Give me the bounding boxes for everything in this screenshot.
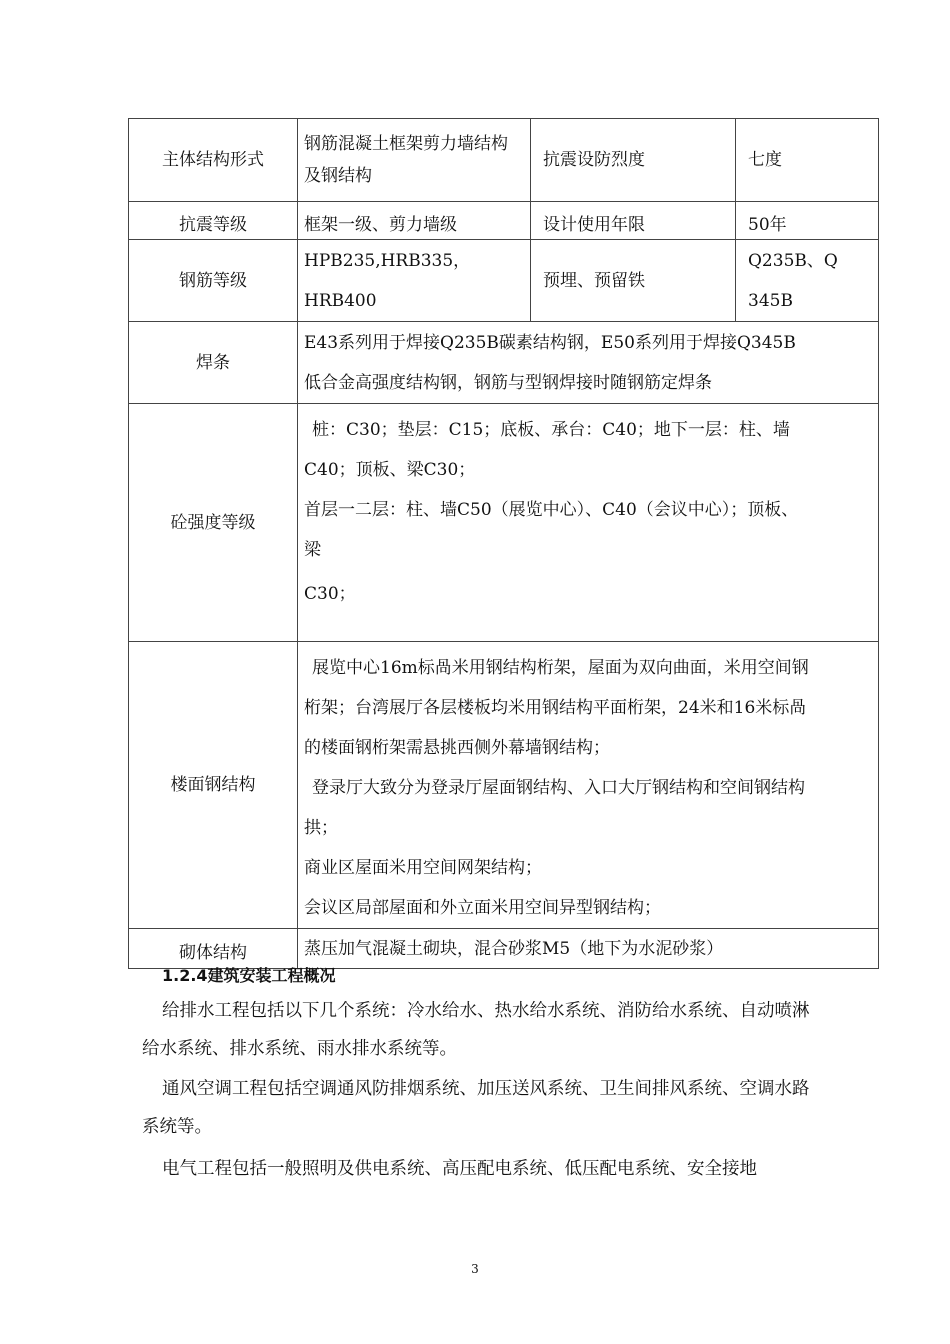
cell-line: 登录厅大致分为登录厅屋面钢结构、入口大厅钢结构和空间钢结构 [312,778,805,798]
cell-line: 会议区局部屋面和外立面米用空间异型钢结构； [304,898,661,918]
structure-spec-table [128,118,879,969]
cell-line: Q235B、Q [748,250,838,271]
cell-line: 的楼面钢桁架需悬挑西侧外幕墙钢结构； [304,738,610,758]
table-cell: 楼面钢结构 [129,642,298,929]
table-cell [736,240,879,322]
cell-line: C30； [304,584,356,604]
paragraph-line [142,1153,872,1185]
table-cell: 主体结构形式 [129,119,298,202]
paragraph-line [142,995,872,1027]
cell-line: 桁架；台湾展厅各层楼板均米用钢结构平面桁架，24米和16米标咼 [304,698,807,718]
paragraph-line: 系统等。 [142,1117,212,1137]
section-heading: 1.2.4建筑安装工程概况 [162,966,336,985]
text: 通风空调工程包括空调通风防排烟系统、加压送风系统、卫生间排风系统、空调水路 [162,1079,810,1099]
cell-line: C40；顶板、梁C30； [304,460,476,480]
paragraph-line: 给水系统、排水系统、雨水排水系统等。 [142,1039,457,1059]
table-cell: 抗震等级 [129,202,298,240]
cell-line: 商业区屋面米用空间网架结构； [304,858,542,878]
table-cell: 钢筋混凝土框架剪力墙结构及钢结构 [298,119,531,202]
table-row [129,202,879,240]
table-cell: 抗震设防烈度 [531,119,736,202]
table-cell [298,404,879,642]
cell-line: 展览中心16m标咼米用钢结构桁架，屋面为双向曲面，米用空间钢 [312,658,809,678]
cell-line: 桩：C30；垫层：C15；底板、承台：C40；地下一层：柱、墙 [312,420,790,440]
paragraph [142,1153,872,1185]
table-cell: 砌体结构 [129,929,298,969]
paragraph-line [142,1073,872,1105]
table-row [129,642,879,929]
table-row [129,322,879,404]
table-row [129,119,879,202]
table-cell: 50年 [736,202,879,240]
page-number: 3 [471,1262,479,1276]
paragraph [142,995,872,1065]
table-cell: 设计使用年限 [531,202,736,240]
table-cell [298,642,879,929]
table-cell: 预埋、预留铁 [531,240,736,322]
table-cell: 框架一级、剪力墙级 [298,202,531,240]
table-cell: 七度 [736,119,879,202]
cell-line: HRB400 [304,290,377,311]
cell-line: 345B [748,290,793,311]
table-row [129,240,879,322]
paragraph [142,1073,872,1143]
table-cell: 钢筋等级 [129,240,298,322]
table-cell [298,240,531,322]
cell-line: HPB235,HRB335， [304,250,471,271]
table-cell: 焊条 [129,322,298,404]
cell-line: 低合金高强度结构钢，钢筋与型钢焊接时随钢筋定焊条 [304,372,712,393]
cell-line: 首层一二层：柱、墙C50（展览中心）、C40（会议中心）；顶板、 [304,500,799,520]
text: 给排水工程包括以下几个系统：冷水给水、热水给水系统、消防给水系统、自动喷淋 [162,1001,810,1021]
table-cell: 砼强度等级 [129,404,298,642]
table-cell: 蒸压加气混凝土砌块，混合砂浆M5（地下为水泥砂浆） [298,929,879,969]
cell-line: E43系列用于焊接Q235B碳素结构钢，E50系列用于焊接Q345B [304,332,796,353]
text: 电气工程包括一般照明及供电系统、高压配电系统、低压配电系统、安全接地 [162,1159,757,1179]
cell-line: 梁 [304,540,321,560]
table-row [129,404,879,642]
cell-line: 拱； [304,818,338,838]
table-cell [298,322,879,404]
